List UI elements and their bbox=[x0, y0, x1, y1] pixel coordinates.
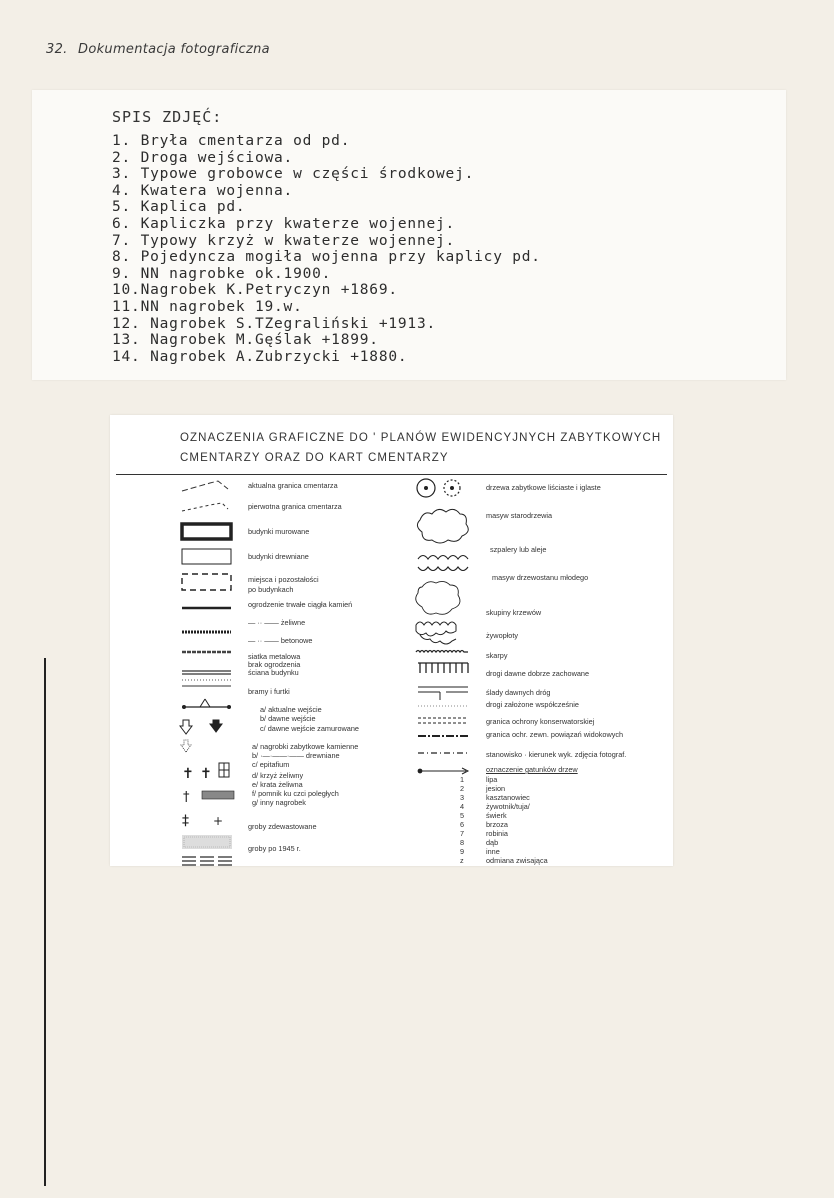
legend-title-line2: CMENTARZY ORAZ DO KART CMENTARZY bbox=[180, 452, 449, 464]
legend-label: miejsca i pozostałości bbox=[248, 575, 319, 584]
species-name: dąb bbox=[486, 838, 499, 847]
legend-label: ściana budynku bbox=[248, 668, 299, 677]
svg-text:+: + bbox=[213, 814, 224, 828]
species-name: świerk bbox=[486, 811, 507, 820]
species-number: 4 bbox=[460, 802, 465, 811]
list-item: 2. Droga wejściowa. bbox=[112, 149, 294, 166]
legend-label: granica ochr. zewn. powiązań widokowych bbox=[486, 730, 624, 739]
species-name: kasztanowiec bbox=[486, 793, 530, 802]
legend-label: drogi założone współcześnie bbox=[486, 700, 579, 709]
list-item: 1. Bryła cmentarza od pd. bbox=[112, 133, 351, 149]
legend-label: drogi dawne dobrze zachowane bbox=[486, 669, 590, 678]
legend-label: brak ogrodzenia bbox=[248, 660, 301, 669]
legend-label: po budynkach bbox=[248, 585, 294, 594]
legend-label: żywopłoty bbox=[486, 631, 519, 640]
photo-list-card bbox=[32, 90, 786, 380]
species-number: 3 bbox=[460, 793, 465, 802]
species-number: 7 bbox=[460, 829, 465, 838]
legend-label: skarpy bbox=[486, 651, 508, 660]
list-item: 12. Nagrobek S.TZegraliński +1913. bbox=[112, 315, 437, 332]
legend-label: d/ krzyż żeliwny bbox=[252, 771, 304, 780]
legend-label: aktualna granica cmentarza bbox=[248, 481, 338, 490]
legend-label: groby po 1945 r. bbox=[248, 844, 301, 853]
species-name: robinia bbox=[486, 829, 508, 838]
legend-label: masyw drzewostanu młodego bbox=[492, 573, 589, 582]
species-name: jesion bbox=[486, 784, 506, 793]
species-name: lipa bbox=[486, 775, 498, 784]
legend-label: b/ dawne wejście bbox=[260, 714, 316, 723]
legend-label: skupiny krzewów bbox=[486, 608, 542, 617]
species-number: 6 bbox=[460, 820, 465, 829]
photo-list bbox=[112, 133, 541, 365]
svg-text:✝: ✝ bbox=[182, 766, 194, 782]
species-number: 1 bbox=[460, 775, 465, 784]
species-name: inne bbox=[486, 847, 500, 856]
legend-sheet bbox=[110, 415, 673, 866]
species-number: z bbox=[460, 856, 464, 865]
legend-label: a/ nagrobki zabytkowe kamienne bbox=[252, 742, 359, 751]
species-name: odmiana zwisająca bbox=[486, 856, 548, 865]
legend-label: c/ dawne wejście zamurowane bbox=[260, 724, 359, 733]
svg-text:✝: ✝ bbox=[200, 766, 212, 782]
photo-list-title: SPIS ZDJĘĆ: bbox=[112, 108, 223, 126]
legend-title-line1: OZNACZENIA GRAFICZNE DO ' PLANÓW EWIDENCYJNYCH ZABYTKOWYCH bbox=[180, 432, 662, 444]
margin-line bbox=[44, 658, 46, 1186]
legend-label: siatka metalowa bbox=[248, 652, 301, 661]
legend-label: pierwotna granica cmentarza bbox=[248, 502, 342, 511]
species-number: 5 bbox=[460, 811, 465, 820]
list-item: 7. Typowy krzyż w kwaterze wojennej. bbox=[112, 232, 456, 249]
page-number: 32. bbox=[46, 42, 68, 57]
legend-label: ślady dawnych dróg bbox=[486, 688, 551, 697]
legend-label: budynki murowane bbox=[248, 527, 310, 536]
list-item: 8. Pojedyncza mogiła wojenna przy kaplicy pd. bbox=[112, 249, 541, 266]
list-item: 11.NN nagrobek 19.w. bbox=[112, 298, 303, 315]
list-item: 14. Nagrobek A.Zubrzycki +1880. bbox=[112, 348, 408, 365]
svg-text:‡: ‡ bbox=[182, 813, 189, 829]
svg-text:†: † bbox=[183, 790, 190, 805]
species-number: 8 bbox=[460, 838, 465, 847]
page-header bbox=[46, 42, 270, 57]
legend-label: stanowisko · kierunek wyk. zdjęcia fotograf. bbox=[486, 750, 627, 759]
legend-label: bramy i furtki bbox=[248, 687, 290, 696]
list-item: 13. Nagrobek M.Gęślak +1899. bbox=[112, 332, 379, 349]
legend-label: ogrodzenie trwałe ciągła kamień bbox=[248, 600, 353, 609]
species-number: 2 bbox=[460, 784, 465, 793]
species-name: żywotnik/tuja/ bbox=[486, 802, 530, 811]
list-item: 6. Kapliczka przy kwaterze wojennej. bbox=[112, 215, 456, 232]
legend-label: granica ochrony konserwatorskiej bbox=[486, 717, 595, 726]
legend-label: oznaczenie gatunków drzew bbox=[486, 765, 578, 774]
section-title: Dokumentacja fotograficzna bbox=[78, 42, 270, 57]
legend-label: szpalery lub aleje bbox=[490, 545, 547, 554]
legend-label: f/ pomnik ku czci poległych bbox=[252, 789, 339, 798]
legend-label: drzewa zabytkowe liściaste i iglaste bbox=[486, 483, 601, 492]
list-item: 5. Kaplica pd. bbox=[112, 199, 246, 216]
legend-label: c/ epitafium bbox=[252, 760, 290, 769]
species-name: brzoza bbox=[486, 820, 508, 829]
list-item: 9. NN nagrobke ok.1900. bbox=[112, 265, 332, 282]
legend-label: b/ ·—·——·—— drewniane bbox=[252, 751, 340, 760]
species-number: 9 bbox=[460, 847, 465, 856]
legend-label: groby zdewastowane bbox=[248, 822, 317, 831]
legend-label: — ·· —— żeliwne bbox=[248, 618, 306, 627]
legend-label: — ·· —— betonowe bbox=[248, 636, 313, 645]
legend-label: masyw starodrzewia bbox=[486, 511, 553, 520]
legend-label: e/ krata żeliwna bbox=[252, 780, 303, 789]
legend-label: g/ inny nagrobek bbox=[252, 798, 306, 807]
list-item: 4. Kwatera wojenna. bbox=[112, 182, 294, 199]
legend-title bbox=[180, 428, 661, 468]
list-item: 10.Nagrobek K.Petryczyn +1869. bbox=[112, 282, 398, 299]
legend-label: a/ aktualne wejście bbox=[260, 705, 322, 714]
list-item: 3. Typowe grobowce w części środkowej. bbox=[112, 166, 475, 183]
legend-label: budynki drewniane bbox=[248, 552, 309, 561]
